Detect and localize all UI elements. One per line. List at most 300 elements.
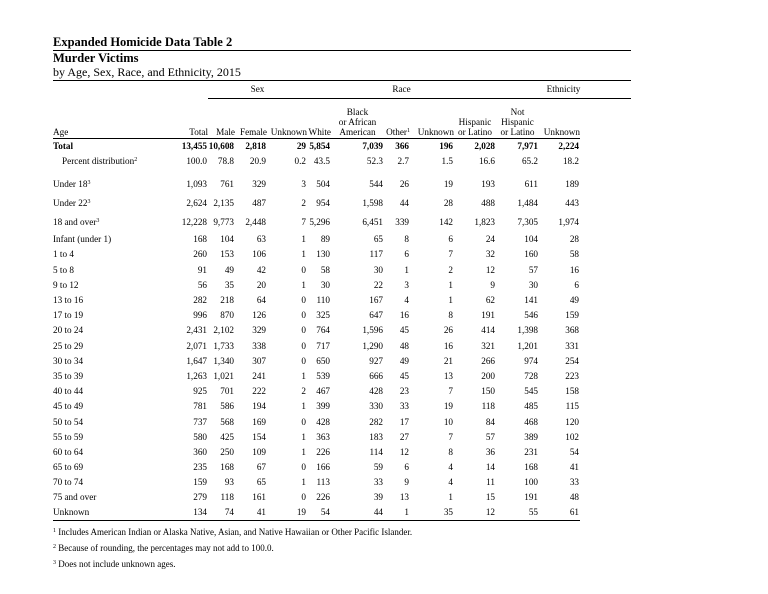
col-hispanic: [454, 99, 496, 139]
table-cell: 279: [193, 492, 207, 503]
row-label-text: 60 to 64: [53, 446, 84, 457]
table-cell: 61: [539, 505, 580, 520]
row-label-text: 13 to 16: [53, 295, 84, 306]
table-cell: 1,974: [558, 217, 580, 228]
table-cell: 2,135: [213, 198, 234, 209]
table-cell: 19: [267, 505, 307, 520]
table-cell: 0: [301, 355, 306, 366]
row-label: [53, 292, 163, 307]
table-cell: 24: [485, 234, 496, 245]
footnote: [53, 556, 631, 572]
table-cell: 1: [448, 279, 453, 290]
table-cell: 226: [316, 446, 330, 457]
footnote-text: Because of rounding, the percentages may not add to 100.0.: [58, 542, 274, 553]
table-cell: 67: [256, 462, 266, 473]
table-cell: 45: [399, 370, 409, 381]
table-cell: 1: [404, 264, 409, 275]
table-cell: 1.5: [441, 155, 453, 166]
table-cell: 32: [485, 249, 496, 260]
col-total: Total: [189, 127, 208, 137]
table-title: Expanded Homicide Data Table 2: [53, 35, 233, 49]
row-label-text: 25 to 29: [53, 340, 84, 351]
table-cell: 2,071: [186, 340, 207, 351]
table-cell: 49: [399, 355, 409, 366]
row-label-text: 70 to 74: [53, 477, 84, 488]
table-cell: 1,733: [213, 340, 234, 351]
footnote-marker: 2: [53, 543, 56, 550]
footnote-text: Includes American Indian or Alaska Native, Asian, and Native Hawaiian or Other Pacific Islander.: [58, 526, 413, 537]
table-cell: 870: [220, 310, 234, 321]
table-cell: 2: [448, 264, 453, 275]
row-label: [53, 247, 163, 262]
table-row: [53, 154, 631, 175]
table-cell: 329: [252, 179, 266, 190]
row-label-text: 45 to 49: [53, 401, 84, 412]
table-cell: 13: [443, 370, 453, 381]
table-cell: 6: [404, 462, 409, 473]
table-cell: 10: [443, 416, 453, 427]
row-label-text: 65 to 69: [53, 462, 84, 473]
table-cell: 150: [481, 386, 496, 397]
table-cell: 16: [443, 340, 453, 351]
table-cell: 33: [399, 401, 409, 412]
table-cell: 36: [485, 446, 496, 457]
table-cell: 57: [485, 431, 496, 442]
row-label-text: 18 and over: [53, 217, 97, 228]
table-cell: 650: [316, 355, 330, 366]
table-cell: 9,773: [213, 217, 234, 228]
table-cell: 159: [193, 477, 207, 488]
footnote: [53, 540, 631, 556]
col-not-hispanic-line3: or Latino: [500, 127, 535, 137]
table-cell: 954: [316, 198, 330, 209]
footnote-marker: 3: [53, 559, 56, 566]
table-row: [53, 399, 631, 414]
table-cell: 974: [524, 355, 539, 366]
table-cell: 568: [220, 416, 234, 427]
table-cell: 191: [524, 492, 539, 503]
row-label: [53, 475, 163, 490]
table-cell: 142: [439, 217, 453, 228]
group-header-row: [53, 81, 631, 99]
table-cell: 41: [235, 505, 267, 520]
table-cell: 2: [301, 198, 306, 209]
table-cell: 30: [373, 264, 383, 275]
table-cell: 7: [301, 217, 306, 228]
table-cell: 118: [481, 401, 496, 412]
row-label-text: 17 to 19: [53, 310, 84, 321]
table-cell: 1: [301, 249, 306, 260]
row-label: [53, 353, 163, 368]
table-subtitle: Murder Victims: [53, 51, 139, 65]
table-cell: 487: [252, 198, 266, 209]
table-cell: 78.8: [217, 155, 234, 166]
table-cell: 12: [485, 264, 496, 275]
row-label-text: Percent distribution: [62, 155, 135, 166]
table-row: [53, 175, 631, 194]
table-cell: 586: [220, 401, 234, 412]
table-cell: 360: [193, 446, 207, 457]
table-row: [53, 490, 631, 505]
table-cell: 1,647: [186, 355, 207, 366]
table-cell: 58: [320, 264, 330, 275]
row-label: [53, 262, 163, 277]
table-row: [53, 292, 631, 307]
table-cell: 368: [565, 325, 580, 336]
table-row: [53, 232, 631, 247]
table-cell: 26: [399, 179, 409, 190]
table-cell: 27: [399, 431, 409, 442]
table-cell: 52.3: [366, 155, 383, 166]
table-cell: 2,102: [213, 325, 234, 336]
table-cell: 49: [224, 264, 234, 275]
table-cell: 193: [481, 179, 496, 190]
column-header-row: [53, 99, 631, 139]
table-cell: 84: [485, 416, 496, 427]
col-hispanic-line1: Hispanic: [458, 117, 492, 127]
table-cell: 539: [316, 370, 330, 381]
table-row: [53, 338, 631, 353]
col-not-hispanic-line2: Hispanic: [501, 117, 534, 127]
table-cell: 363: [316, 431, 330, 442]
table-cell: 30: [528, 279, 539, 290]
table-row: [53, 384, 631, 399]
col-ethnicity-unknown: Unknown: [543, 127, 581, 137]
table-cell: 428: [369, 386, 383, 397]
row-label-text: 35 to 39: [53, 370, 84, 381]
table-cell: 16: [399, 310, 409, 321]
table-cell: 3: [301, 179, 306, 190]
table-cell: 19: [443, 179, 453, 190]
table-cell: 307: [252, 355, 266, 366]
table-cell: 21: [443, 355, 453, 366]
table-cell: 4: [404, 295, 409, 306]
row-label: [53, 460, 163, 475]
table-cell: 59: [373, 462, 383, 473]
table-cell: 330: [369, 401, 383, 412]
table-cell: 2,624: [186, 198, 207, 209]
table-cell: 29: [267, 139, 307, 154]
row-label: [53, 139, 163, 154]
table-cell: 544: [369, 179, 383, 190]
table-cell: 35: [410, 505, 454, 520]
table-cell: 728: [524, 370, 539, 381]
col-black-line1: Black: [346, 107, 369, 117]
row-label-text: Total: [53, 141, 74, 152]
table-cell: 12: [454, 505, 496, 520]
table-cell: 666: [369, 370, 383, 381]
col-not-hispanic-line1: Not: [510, 107, 525, 117]
table-cell: 28: [443, 198, 453, 209]
table-row: [53, 444, 631, 459]
table-row: [53, 353, 631, 368]
table-cell: 161: [252, 492, 266, 503]
table-cell: 0: [301, 310, 306, 321]
table-cell: 1: [301, 370, 306, 381]
table-cell: 0: [301, 264, 306, 275]
table-cell: 168: [193, 234, 207, 245]
table-cell: 19: [443, 401, 453, 412]
table-row: [53, 277, 631, 292]
table-cell: 468: [524, 416, 539, 427]
table-cell: 1: [301, 401, 306, 412]
table-row: [53, 308, 631, 323]
footnote: [53, 524, 631, 540]
table-cell: 200: [481, 370, 496, 381]
table-cell: 927: [369, 355, 383, 366]
table-cell: 191: [481, 310, 496, 321]
row-label: [53, 232, 163, 247]
col-male: Male: [216, 127, 235, 137]
table-cell: 329: [252, 325, 266, 336]
table-cell: 1,598: [362, 198, 383, 209]
table-row: [53, 368, 631, 383]
table-cell: 106: [252, 249, 266, 260]
table-cell: 9: [490, 279, 496, 290]
table-cell: 4: [448, 462, 453, 473]
table-row: [53, 429, 631, 444]
table-cell: 33: [569, 477, 580, 488]
table-cell: 41: [569, 462, 580, 473]
table-cell: 58: [569, 249, 580, 260]
table-cell: 428: [316, 416, 330, 427]
table-subtitle-detail: by Age, Sex, Race, and Ethnicity, 2015: [53, 65, 241, 79]
table-cell: 120: [565, 416, 580, 427]
table-cell: 7: [448, 386, 453, 397]
table-cell: 113: [316, 477, 330, 488]
table-cell: 115: [565, 401, 580, 412]
footnotes: [53, 524, 631, 572]
table-cell: 222: [252, 386, 266, 397]
group-race: Race: [307, 81, 496, 99]
col-other-footnote-ref: 1: [407, 128, 410, 134]
table-cell: 611: [524, 179, 539, 190]
table-cell: 20.9: [249, 155, 266, 166]
table-cell: 104: [220, 234, 234, 245]
table-cell: 54: [569, 446, 580, 457]
table-cell: 1,823: [474, 217, 496, 228]
table-cell: 48: [569, 492, 580, 503]
table-cell: 1,340: [213, 355, 234, 366]
footnote-marker: 1: [53, 527, 56, 534]
table-row: [53, 475, 631, 490]
table-cell: 546: [524, 310, 539, 321]
table-cell: 141: [524, 295, 539, 306]
col-white: White: [308, 127, 331, 137]
document: [53, 35, 631, 572]
table-cell: 737: [193, 416, 207, 427]
table-cell: 168: [220, 462, 234, 473]
table-cell: 1,093: [186, 179, 207, 190]
homicide-data-table: [53, 80, 631, 521]
table-row: [53, 194, 631, 213]
row-label: [53, 154, 163, 175]
table-cell: 102: [565, 431, 580, 442]
table-cell: 159: [565, 310, 580, 321]
footnote-ref: 3: [96, 218, 100, 225]
table-cell: 130: [316, 249, 330, 260]
table-cell: 1,021: [213, 370, 234, 381]
table-cell: 1: [301, 234, 306, 245]
col-other-label: Other: [386, 127, 407, 137]
table-cell: 65: [256, 477, 266, 488]
table-cell: 7,039: [331, 139, 384, 154]
table-cell: 647: [369, 310, 383, 321]
table-cell: 2.7: [397, 155, 409, 166]
table-cell: 28: [569, 234, 580, 245]
table-cell: 1: [448, 295, 453, 306]
table-cell: 44: [399, 198, 409, 209]
table-cell: 223: [565, 370, 580, 381]
row-label: [53, 213, 163, 232]
table-cell: 7: [448, 249, 453, 260]
table-cell: 91: [197, 264, 207, 275]
table-cell: 4: [448, 477, 453, 488]
table-cell: 118: [220, 492, 234, 503]
table-cell: 701: [220, 386, 234, 397]
table-cell: 260: [193, 249, 207, 260]
table-cell: 331: [565, 340, 580, 351]
table-row: [53, 460, 631, 475]
table-row: [53, 262, 631, 277]
table-cell: 0: [301, 340, 306, 351]
table-cell: 55: [496, 505, 539, 520]
table-cell: 488: [481, 198, 496, 209]
table-cell: 110: [316, 295, 330, 306]
table-cell: 12,228: [181, 217, 207, 228]
table-cell: 117: [369, 249, 383, 260]
row-label-text: Unknown: [53, 507, 90, 518]
table-cell: 158: [565, 386, 580, 397]
table-cell: 8: [448, 310, 453, 321]
row-label-text: 20 to 24: [53, 325, 84, 336]
table-cell: 761: [220, 179, 234, 190]
table-cell: 33: [373, 477, 383, 488]
table-cell: 100: [524, 477, 539, 488]
table-cell: 183: [369, 431, 383, 442]
row-label: [53, 384, 163, 399]
col-sex-unknown: Unknown: [270, 127, 307, 137]
table-cell: 13: [399, 492, 409, 503]
table-cell: 1,484: [517, 198, 539, 209]
table-row: [53, 139, 631, 154]
col-race-unknown: Unknown: [417, 127, 454, 137]
row-label: [53, 429, 163, 444]
table-cell: 64: [256, 295, 266, 306]
table-cell: 15: [485, 492, 496, 503]
row-label-text: 1 to 4: [53, 249, 74, 260]
col-black: [331, 99, 384, 139]
table-cell: 10,608: [208, 139, 235, 154]
group-sex: Sex: [208, 81, 307, 99]
table-cell: 1,398: [517, 325, 539, 336]
table-cell: 39: [373, 492, 383, 503]
table-cell: 414: [481, 325, 496, 336]
table-cell: 1: [301, 477, 306, 488]
row-label: [53, 323, 163, 338]
table-cell: 580: [193, 431, 207, 442]
table-cell: 74: [208, 505, 235, 520]
table-cell: 56: [197, 279, 207, 290]
table-cell: 189: [565, 179, 580, 190]
row-label: [53, 490, 163, 505]
table-cell: 389: [524, 431, 539, 442]
table-cell: 266: [481, 355, 496, 366]
table-cell: 65.2: [521, 155, 539, 166]
row-label: [53, 414, 163, 429]
row-label-text: 50 to 54: [53, 416, 84, 427]
table-cell: 26: [443, 325, 453, 336]
table-cell: 504: [316, 179, 330, 190]
table-cell: 2,431: [186, 325, 207, 336]
table-cell: 11: [486, 477, 496, 488]
row-label: [53, 338, 163, 353]
table-cell: 231: [524, 446, 539, 457]
table-cell: 399: [316, 401, 330, 412]
row-label: [53, 277, 163, 292]
group-ethnicity: Ethnicity: [496, 81, 631, 99]
table-cell: 1,263: [186, 370, 207, 381]
table-cell: 62: [485, 295, 496, 306]
table-cell: 282: [193, 295, 207, 306]
table-cell: 20: [256, 279, 266, 290]
table-cell: 104: [524, 234, 539, 245]
table-cell: 153: [220, 249, 234, 260]
table-row: [53, 505, 631, 520]
col-hispanic-line2: or Latino: [458, 127, 492, 137]
table-cell: 1: [301, 446, 306, 457]
row-label-text: Under 18: [53, 179, 88, 190]
footnote-ref: 3: [87, 199, 91, 206]
table-cell: 57: [528, 264, 539, 275]
table-cell: 109: [252, 446, 266, 457]
row-label-text: 75 and over: [53, 492, 97, 503]
table-cell: 168: [524, 462, 539, 473]
table-cell: 2,224: [539, 139, 580, 154]
table-cell: 9: [404, 477, 409, 488]
footnote-ref: 2: [134, 156, 138, 163]
table-cell: 93: [224, 477, 234, 488]
table-row: [53, 414, 631, 429]
table-cell: 89: [320, 234, 330, 245]
table-cell: 14: [485, 462, 496, 473]
table-cell: 63: [256, 234, 266, 245]
row-label-text: 9 to 12: [53, 279, 79, 290]
row-label-text: 40 to 44: [53, 386, 84, 397]
table-cell: 3: [404, 279, 409, 290]
table-cell: 42: [256, 264, 266, 275]
table-cell: 366: [384, 139, 410, 154]
footnote-ref: 3: [87, 180, 91, 187]
table-cell: 218: [220, 295, 234, 306]
table-cell: 254: [565, 355, 580, 366]
col-not-hispanic: [496, 99, 539, 139]
table-cell: 45: [399, 325, 409, 336]
col-age: Age: [53, 127, 69, 137]
table-cell: 467: [316, 386, 330, 397]
table-cell: 0: [301, 462, 306, 473]
row-label: [53, 194, 163, 213]
table-cell: 1,201: [517, 340, 539, 351]
table-cell: 167: [369, 295, 383, 306]
table-cell: 764: [316, 325, 330, 336]
table-cell: 226: [316, 492, 330, 503]
table-row: [53, 247, 631, 262]
table-cell: 18.2: [562, 155, 580, 166]
table-cell: 1,596: [362, 325, 383, 336]
table-cell: 54: [307, 505, 331, 520]
table-cell: 717: [316, 340, 330, 351]
